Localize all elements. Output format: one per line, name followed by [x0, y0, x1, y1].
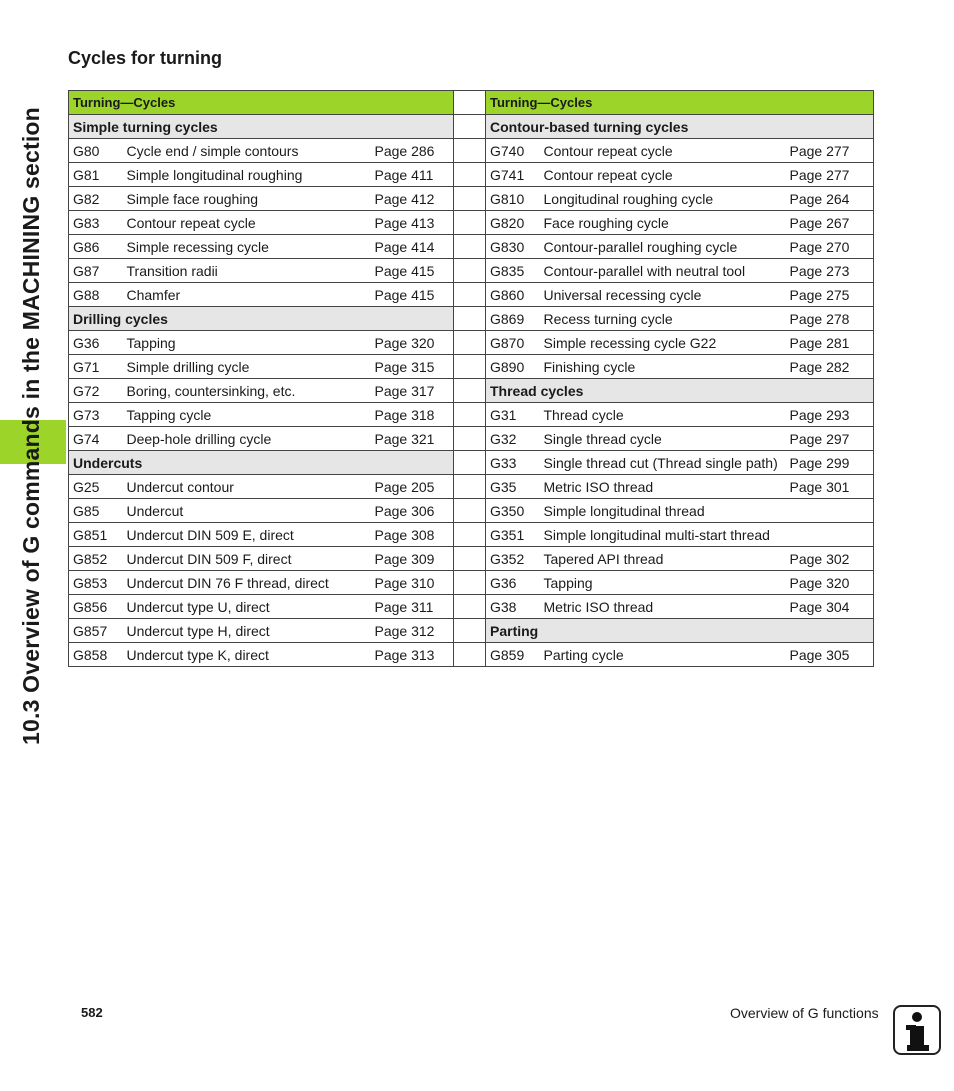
cycle-description: Undercut type H, direct [123, 619, 371, 643]
table-gap [454, 259, 486, 283]
table-gap [454, 523, 486, 547]
table-gap [454, 403, 486, 427]
table-row [69, 643, 874, 667]
g-code: G73 [69, 403, 123, 427]
table-row [69, 259, 874, 283]
g-code: G830 [486, 235, 540, 259]
table-gap [454, 307, 486, 331]
cycle-description: Contour repeat cycle [540, 139, 786, 163]
table-row [69, 475, 874, 499]
table-row [69, 379, 874, 403]
cycle-description: Simple face roughing [123, 187, 371, 211]
g-code: G32 [486, 427, 540, 451]
g-code: G72 [69, 379, 123, 403]
section-header-right: Thread cycles [486, 379, 874, 403]
table-gap [454, 91, 486, 115]
cycle-description: Undercut DIN 509 F, direct [123, 547, 371, 571]
cycle-description: Undercut type U, direct [123, 595, 371, 619]
g-code: G350 [486, 499, 540, 523]
page-number: 582 [81, 1005, 103, 1020]
cycle-description: Universal recessing cycle [540, 283, 786, 307]
cycle-description: Simple longitudinal multi-start thread [540, 523, 786, 547]
g-code: G869 [486, 307, 540, 331]
table-gap [454, 379, 486, 403]
table-gap [454, 331, 486, 355]
page-reference: Page 412 [371, 187, 454, 211]
g-code: G74 [69, 427, 123, 451]
table-row [69, 211, 874, 235]
footer-section-text: Overview of G functions [730, 1005, 879, 1021]
section-header-right: Parting [486, 619, 874, 643]
cycle-description: Contour-parallel roughing cycle [540, 235, 786, 259]
g-code: G88 [69, 283, 123, 307]
cycle-description: Tapping [123, 331, 371, 355]
cycle-description: Simple recessing cycle [123, 235, 371, 259]
page-reference: Page 311 [371, 595, 454, 619]
g-code: G851 [69, 523, 123, 547]
g-code: G33 [486, 451, 540, 475]
g-code: G36 [486, 571, 540, 595]
table-gap [454, 547, 486, 571]
section-header-left: Simple turning cycles [69, 115, 454, 139]
cycle-description: Simple recessing cycle G22 [540, 331, 786, 355]
table-row [69, 331, 874, 355]
page-reference [786, 499, 874, 523]
page-reference: Page 317 [371, 379, 454, 403]
page-reference: Page 273 [786, 259, 874, 283]
cycle-description: Undercut DIN 76 F thread, direct [123, 571, 371, 595]
cycle-description: Tapping [540, 571, 786, 595]
page-reference: Page 411 [371, 163, 454, 187]
page-reference: Page 313 [371, 643, 454, 667]
cycle-description: Metric ISO thread [540, 475, 786, 499]
cycle-description: Thread cycle [540, 403, 786, 427]
cycle-description: Undercut contour [123, 475, 371, 499]
g-code: G852 [69, 547, 123, 571]
table-gap [454, 571, 486, 595]
g-code: G85 [69, 499, 123, 523]
side-chapter-title: 10.3 Overview of G commands in the MACHINING section [18, 107, 44, 745]
table-header-right: Turning—Cycles [486, 91, 874, 115]
cycle-description: Undercut type K, direct [123, 643, 371, 667]
table-row [69, 571, 874, 595]
cycle-description: Deep-hole drilling cycle [123, 427, 371, 451]
g-code: G38 [486, 595, 540, 619]
cycle-description: Contour-parallel with neutral tool [540, 259, 786, 283]
table-row [69, 499, 874, 523]
page-reference: Page 297 [786, 427, 874, 451]
table-gap [454, 451, 486, 475]
section-header-left: Undercuts [69, 451, 454, 475]
table-gap [454, 211, 486, 235]
cycle-description: Simple longitudinal roughing [123, 163, 371, 187]
g-code: G71 [69, 355, 123, 379]
cycle-description: Finishing cycle [540, 355, 786, 379]
page-reference: Page 306 [371, 499, 454, 523]
info-icon [893, 1005, 941, 1055]
table-gap [454, 187, 486, 211]
cycle-description: Face roughing cycle [540, 211, 786, 235]
cycle-description: Contour repeat cycle [540, 163, 786, 187]
cycle-description: Undercut [123, 499, 371, 523]
table-row [69, 547, 874, 571]
page-reference: Page 309 [371, 547, 454, 571]
g-code: G856 [69, 595, 123, 619]
table-row [69, 283, 874, 307]
cycle-description: Tapping cycle [123, 403, 371, 427]
table-row [69, 163, 874, 187]
g-code: G810 [486, 187, 540, 211]
g-code: G81 [69, 163, 123, 187]
page-reference: Page 277 [786, 139, 874, 163]
turning-cycles-table [68, 90, 874, 667]
page-reference: Page 321 [371, 427, 454, 451]
section-header-right: Contour-based turning cycles [486, 115, 874, 139]
g-code: G853 [69, 571, 123, 595]
table-gap [454, 619, 486, 643]
table-row [69, 235, 874, 259]
page-reference: Page 293 [786, 403, 874, 427]
page-reference: Page 320 [371, 331, 454, 355]
cycle-description: Contour repeat cycle [123, 211, 371, 235]
page-reference: Page 282 [786, 355, 874, 379]
page-reference: Page 315 [371, 355, 454, 379]
g-code: G87 [69, 259, 123, 283]
cycle-description: Boring, countersinking, etc. [123, 379, 371, 403]
cycle-description: Transition radii [123, 259, 371, 283]
g-code: G35 [486, 475, 540, 499]
g-code: G82 [69, 187, 123, 211]
page-reference: Page 308 [371, 523, 454, 547]
g-code: G857 [69, 619, 123, 643]
page-heading: Cycles for turning [68, 48, 223, 68]
table-row [69, 139, 874, 163]
g-code: G835 [486, 259, 540, 283]
page-reference: Page 278 [786, 307, 874, 331]
page-reference: Page 277 [786, 163, 874, 187]
page-reference: Page 286 [371, 139, 454, 163]
g-code: G890 [486, 355, 540, 379]
g-code: G36 [69, 331, 123, 355]
page-reference: Page 318 [371, 403, 454, 427]
table-gap [454, 643, 486, 667]
g-code: G352 [486, 547, 540, 571]
page-reference: Page 301 [786, 475, 874, 499]
page-reference: Page 264 [786, 187, 874, 211]
table-row [69, 427, 874, 451]
g-code: G31 [486, 403, 540, 427]
page-reference: Page 305 [786, 643, 874, 667]
page-reference: Page 312 [371, 619, 454, 643]
table-gap [454, 355, 486, 379]
table-row [69, 355, 874, 379]
table-row [69, 595, 874, 619]
table-header-left: Turning—Cycles [69, 91, 454, 115]
page-reference: Page 415 [371, 283, 454, 307]
cycle-description: Tapered API thread [540, 547, 786, 571]
table-gap [454, 163, 486, 187]
cycle-description: Chamfer [123, 283, 371, 307]
table-row [69, 307, 874, 331]
table-gap [454, 499, 486, 523]
table-gap [454, 115, 486, 139]
page-reference: Page 299 [786, 451, 874, 475]
cycle-description: Undercut DIN 509 E, direct [123, 523, 371, 547]
page-reference: Page 413 [371, 211, 454, 235]
cycle-description: Recess turning cycle [540, 307, 786, 331]
table-row [69, 115, 874, 139]
g-code: G741 [486, 163, 540, 187]
page-reference: Page 414 [371, 235, 454, 259]
cycle-description: Single thread cut (Thread single path) [540, 451, 786, 475]
table-row [69, 187, 874, 211]
table-gap [454, 139, 486, 163]
page-reference: Page 310 [371, 571, 454, 595]
g-code: G870 [486, 331, 540, 355]
page-reference: Page 270 [786, 235, 874, 259]
cycle-description: Parting cycle [540, 643, 786, 667]
table-gap [454, 427, 486, 451]
table-row [69, 619, 874, 643]
table-gap [454, 283, 486, 307]
page-reference: Page 275 [786, 283, 874, 307]
page-reference: Page 304 [786, 595, 874, 619]
cycle-description: Single thread cycle [540, 427, 786, 451]
g-code: G83 [69, 211, 123, 235]
page-reference: Page 415 [371, 259, 454, 283]
cycle-description: Cycle end / simple contours [123, 139, 371, 163]
g-code: G740 [486, 139, 540, 163]
section-header-left: Drilling cycles [69, 307, 454, 331]
cycle-description: Simple drilling cycle [123, 355, 371, 379]
table-row [69, 523, 874, 547]
g-code: G80 [69, 139, 123, 163]
g-code: G858 [69, 643, 123, 667]
page-reference: Page 267 [786, 211, 874, 235]
page-reference: Page 205 [371, 475, 454, 499]
g-code: G25 [69, 475, 123, 499]
table-gap [454, 595, 486, 619]
cycle-description: Metric ISO thread [540, 595, 786, 619]
g-code: G860 [486, 283, 540, 307]
cycle-description: Simple longitudinal thread [540, 499, 786, 523]
g-code: G86 [69, 235, 123, 259]
g-code: G859 [486, 643, 540, 667]
table-header-row [69, 91, 874, 115]
page-reference: Page 320 [786, 571, 874, 595]
table-gap [454, 475, 486, 499]
page-reference [786, 523, 874, 547]
cycle-description: Longitudinal roughing cycle [540, 187, 786, 211]
page-reference: Page 302 [786, 547, 874, 571]
table-row [69, 403, 874, 427]
page-reference: Page 281 [786, 331, 874, 355]
table-gap [454, 235, 486, 259]
table-row [69, 451, 874, 475]
g-code: G351 [486, 523, 540, 547]
g-code: G820 [486, 211, 540, 235]
